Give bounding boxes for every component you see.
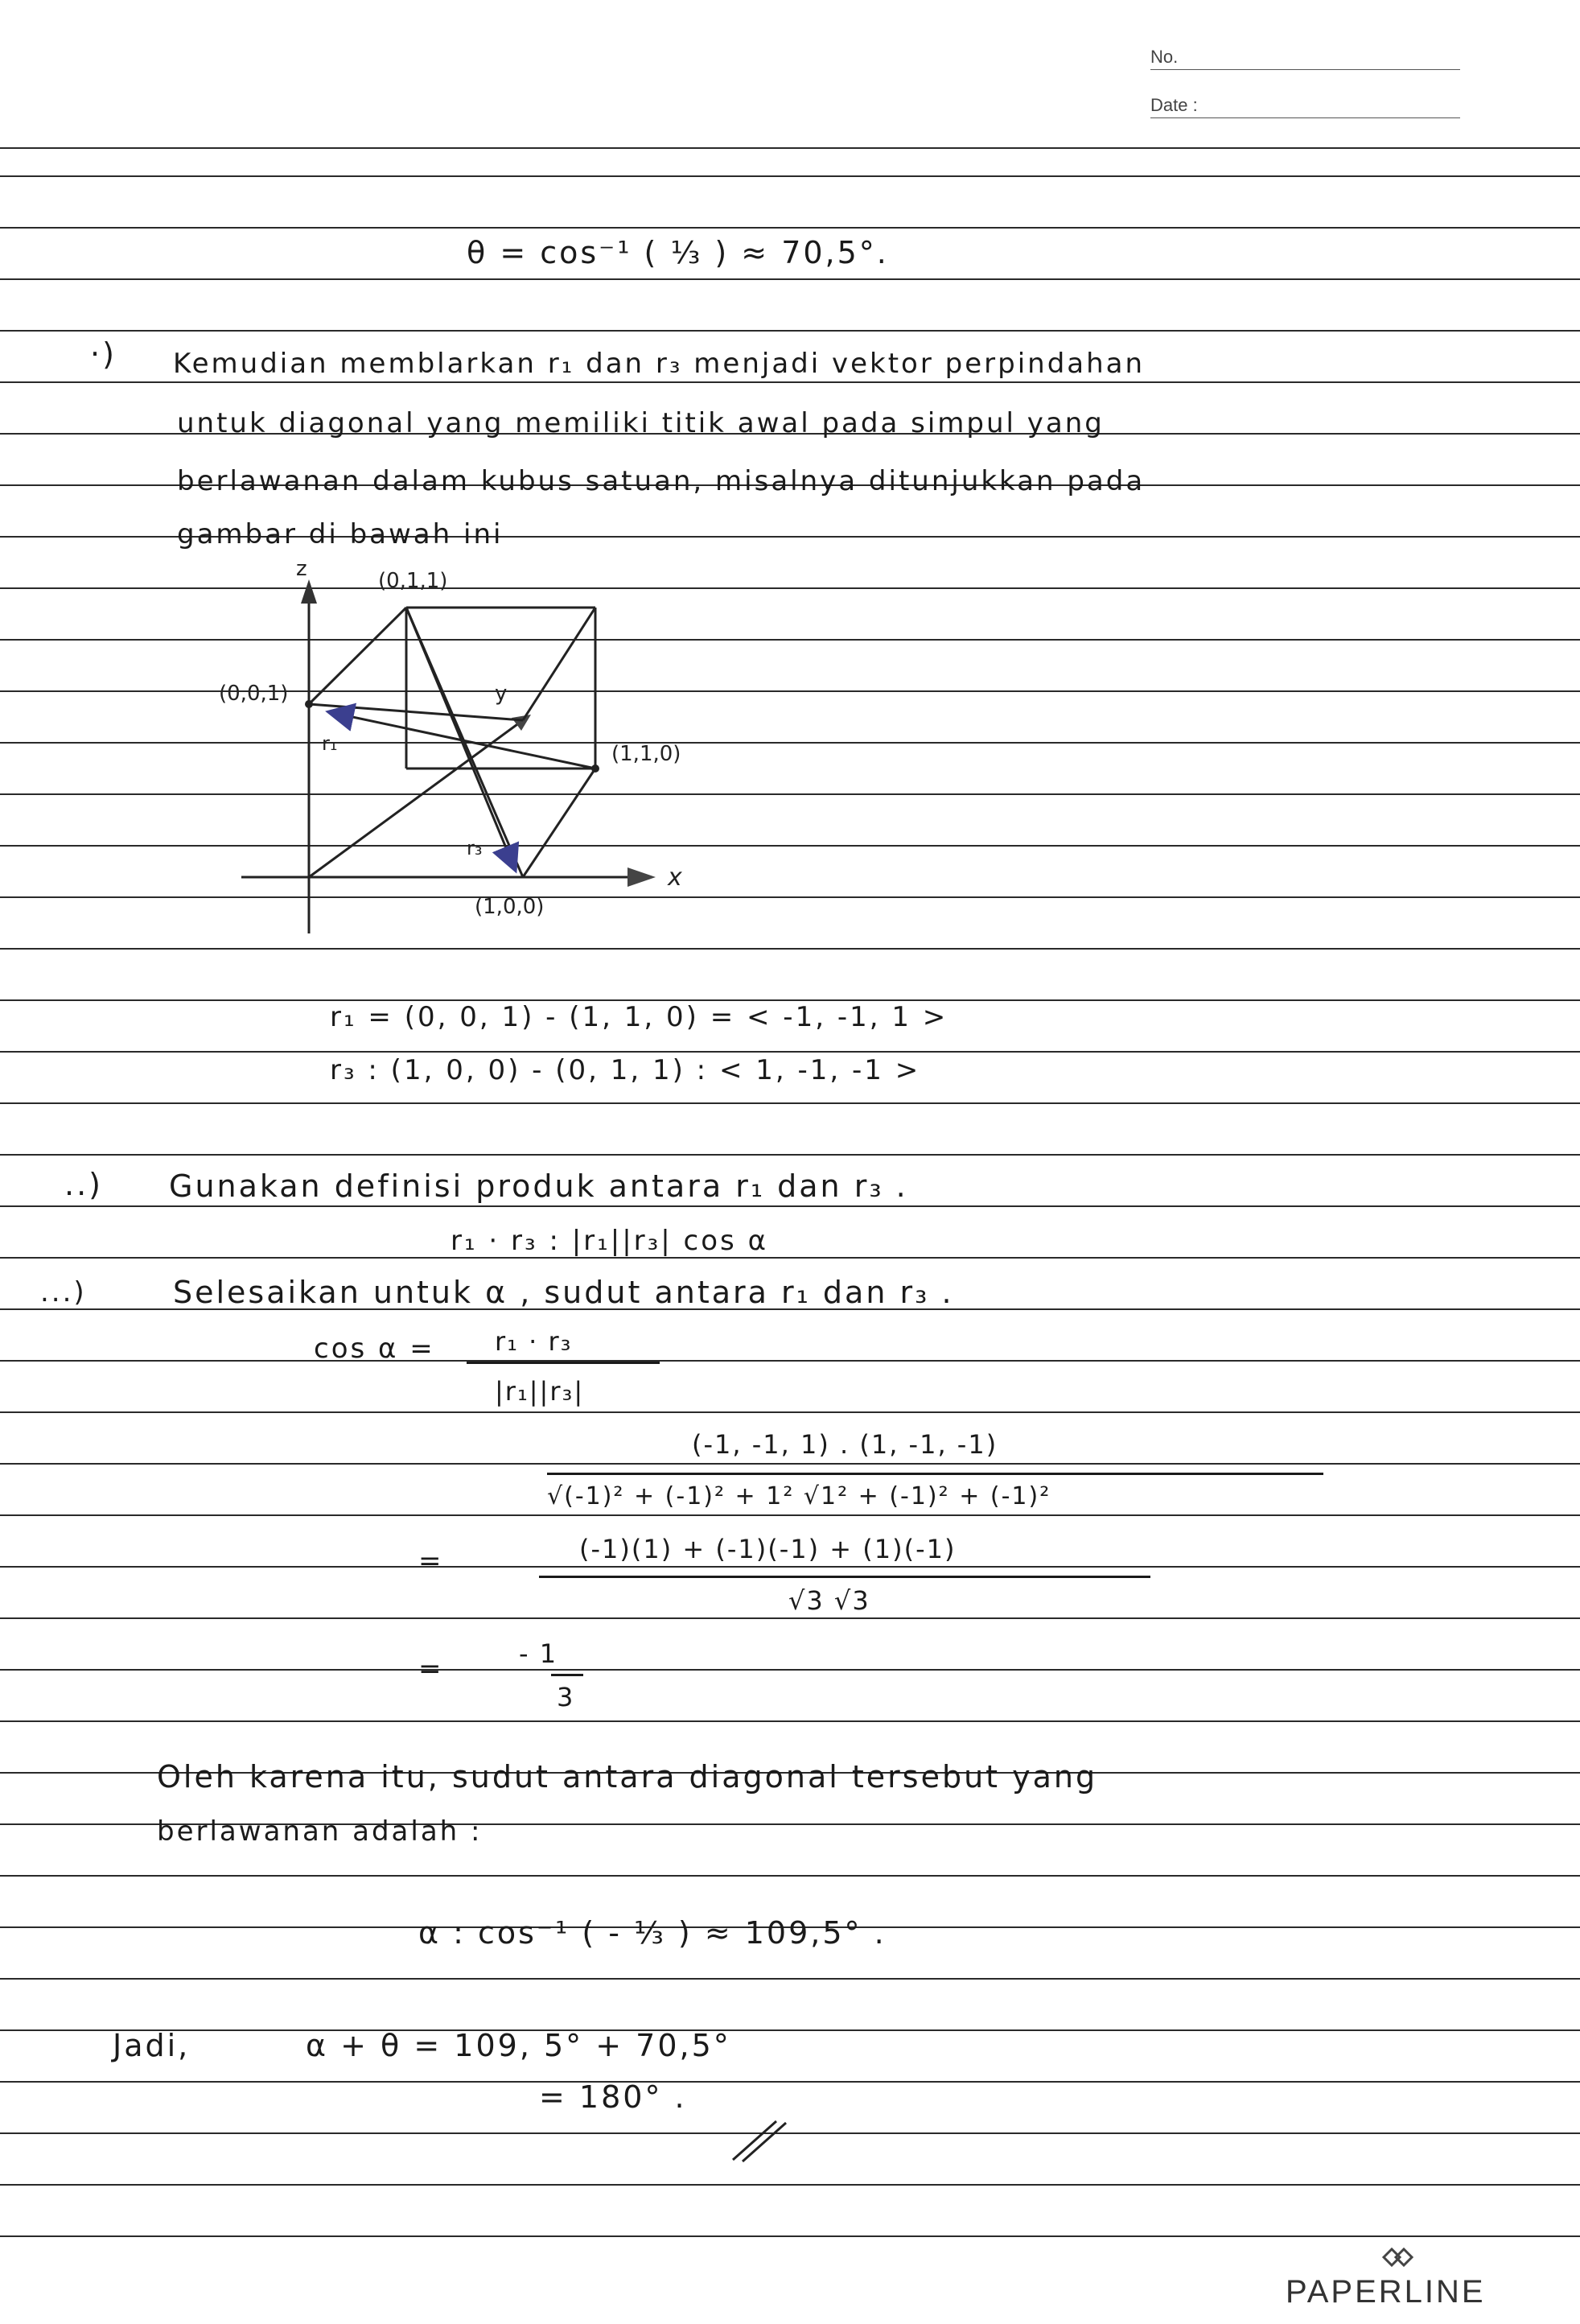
cos-alpha-lhs: cos α = bbox=[314, 1333, 435, 1365]
paragraph-1-line-3: berlawanan dalam kubus satuan, misalnya ditunjukkan pada bbox=[177, 465, 1146, 497]
no-label: No. bbox=[1150, 47, 1179, 67]
fraction-3-denominator: √3 √3 bbox=[788, 1585, 870, 1616]
end-mark-icon bbox=[728, 2116, 792, 2165]
label-001: (0,0,1) bbox=[219, 682, 289, 706]
z-axis-arrow-icon bbox=[301, 579, 317, 604]
y-axis-arrow-icon bbox=[512, 715, 531, 731]
fraction-1-numerator: r₁ · r₃ bbox=[495, 1326, 573, 1357]
x-axis-label: x bbox=[668, 863, 682, 892]
fraction-4-denominator: 3 bbox=[557, 1682, 575, 1712]
r3-definition: r₃ : (1, 0, 0) - (0, 1, 1) : < 1, -1, -1 > bbox=[330, 1054, 921, 1086]
z-axis-label: z bbox=[296, 557, 307, 581]
fraction-1-denominator: |r₁||r₃| bbox=[495, 1376, 585, 1407]
fraction-2-bar bbox=[547, 1473, 1323, 1475]
paragraph-4-line-2: berlawanan adalah : bbox=[157, 1815, 483, 1848]
paragraph-3: Selesaikan untuk α , sudut antara r₁ dan r₃ . bbox=[173, 1275, 954, 1310]
paragraph-1-line-1: Kemudian memblarkan r₁ dan r₃ menjadi vektor perpindahan bbox=[173, 348, 1146, 380]
label-100: (1,0,0) bbox=[475, 895, 545, 919]
fraction-4-numerator: - 1 bbox=[519, 1638, 558, 1669]
paragraph-2: Gunakan definisi produk antara r₁ dan r₃ . bbox=[169, 1168, 908, 1204]
alpha-equation: α : cos⁻¹ ( - ⅓ ) ≈ 109,5° . bbox=[418, 1915, 887, 1951]
bullet-3: ...) bbox=[40, 1276, 87, 1308]
point-110 bbox=[591, 764, 599, 773]
fraction-2-numerator: (-1, -1, 1) . (1, -1, -1) bbox=[692, 1429, 998, 1460]
label-011: (0,1,1) bbox=[378, 569, 448, 593]
equals-sign-3: = bbox=[418, 1545, 444, 1577]
paragraph-4-line-1: Oleh karena itu, sudut antara diagonal tersebut yang bbox=[157, 1759, 1098, 1795]
bullet-1: ·) bbox=[90, 336, 117, 372]
x-axis-arrow-icon bbox=[627, 867, 656, 887]
conclusion-label: Jadi, bbox=[113, 2028, 191, 2063]
unit-cube-diagram bbox=[209, 539, 772, 958]
point-001 bbox=[305, 700, 313, 708]
theta-equation: θ = cos⁻¹ ( ⅓ ) ≈ 70,5°. bbox=[467, 235, 889, 270]
equals-sign-4: = bbox=[418, 1653, 444, 1685]
paperline-logo-icon bbox=[1380, 2245, 1420, 2269]
date-label: Date : bbox=[1150, 95, 1198, 115]
paragraph-1-line-4: gambar di bawah ini bbox=[177, 518, 504, 550]
fraction-4-bar bbox=[551, 1674, 583, 1676]
brand-name: PAPERLINE bbox=[1286, 2274, 1486, 2310]
bullet-2: ..) bbox=[64, 1167, 103, 1202]
sum-equation-line-2: = 180° . bbox=[539, 2079, 687, 2115]
y-axis bbox=[309, 720, 523, 877]
fraction-1-bar bbox=[467, 1362, 660, 1364]
fraction-2-denominator: √(-1)² + (-1)² + 1² √1² + (-1)² + (-1)² bbox=[547, 1482, 1051, 1510]
y-axis-label: y bbox=[495, 682, 508, 706]
fraction-3-numerator: (-1)(1) + (-1)(-1) + (1)(-1) bbox=[579, 1534, 957, 1564]
label-110: (1,1,0) bbox=[611, 742, 681, 766]
sum-equation-line-1: α + θ = 109, 5° + 70,5° bbox=[306, 2028, 731, 2063]
paragraph-1-line-2: untuk diagonal yang memiliki titik awal pada simpul yang bbox=[177, 407, 1105, 439]
date-field-line bbox=[1150, 117, 1460, 118]
dot-product-definition: r₁ · r₃ : |r₁||r₃| cos α bbox=[451, 1225, 768, 1257]
fraction-3-bar bbox=[539, 1576, 1150, 1578]
label-r1: r₁ bbox=[322, 732, 338, 755]
cube-edges bbox=[309, 608, 595, 877]
r1-definition: r₁ = (0, 0, 1) - (1, 1, 0) = < -1, -1, 1 > bbox=[330, 1001, 948, 1033]
label-r3: r₃ bbox=[467, 837, 483, 859]
no-field-line bbox=[1150, 69, 1460, 70]
